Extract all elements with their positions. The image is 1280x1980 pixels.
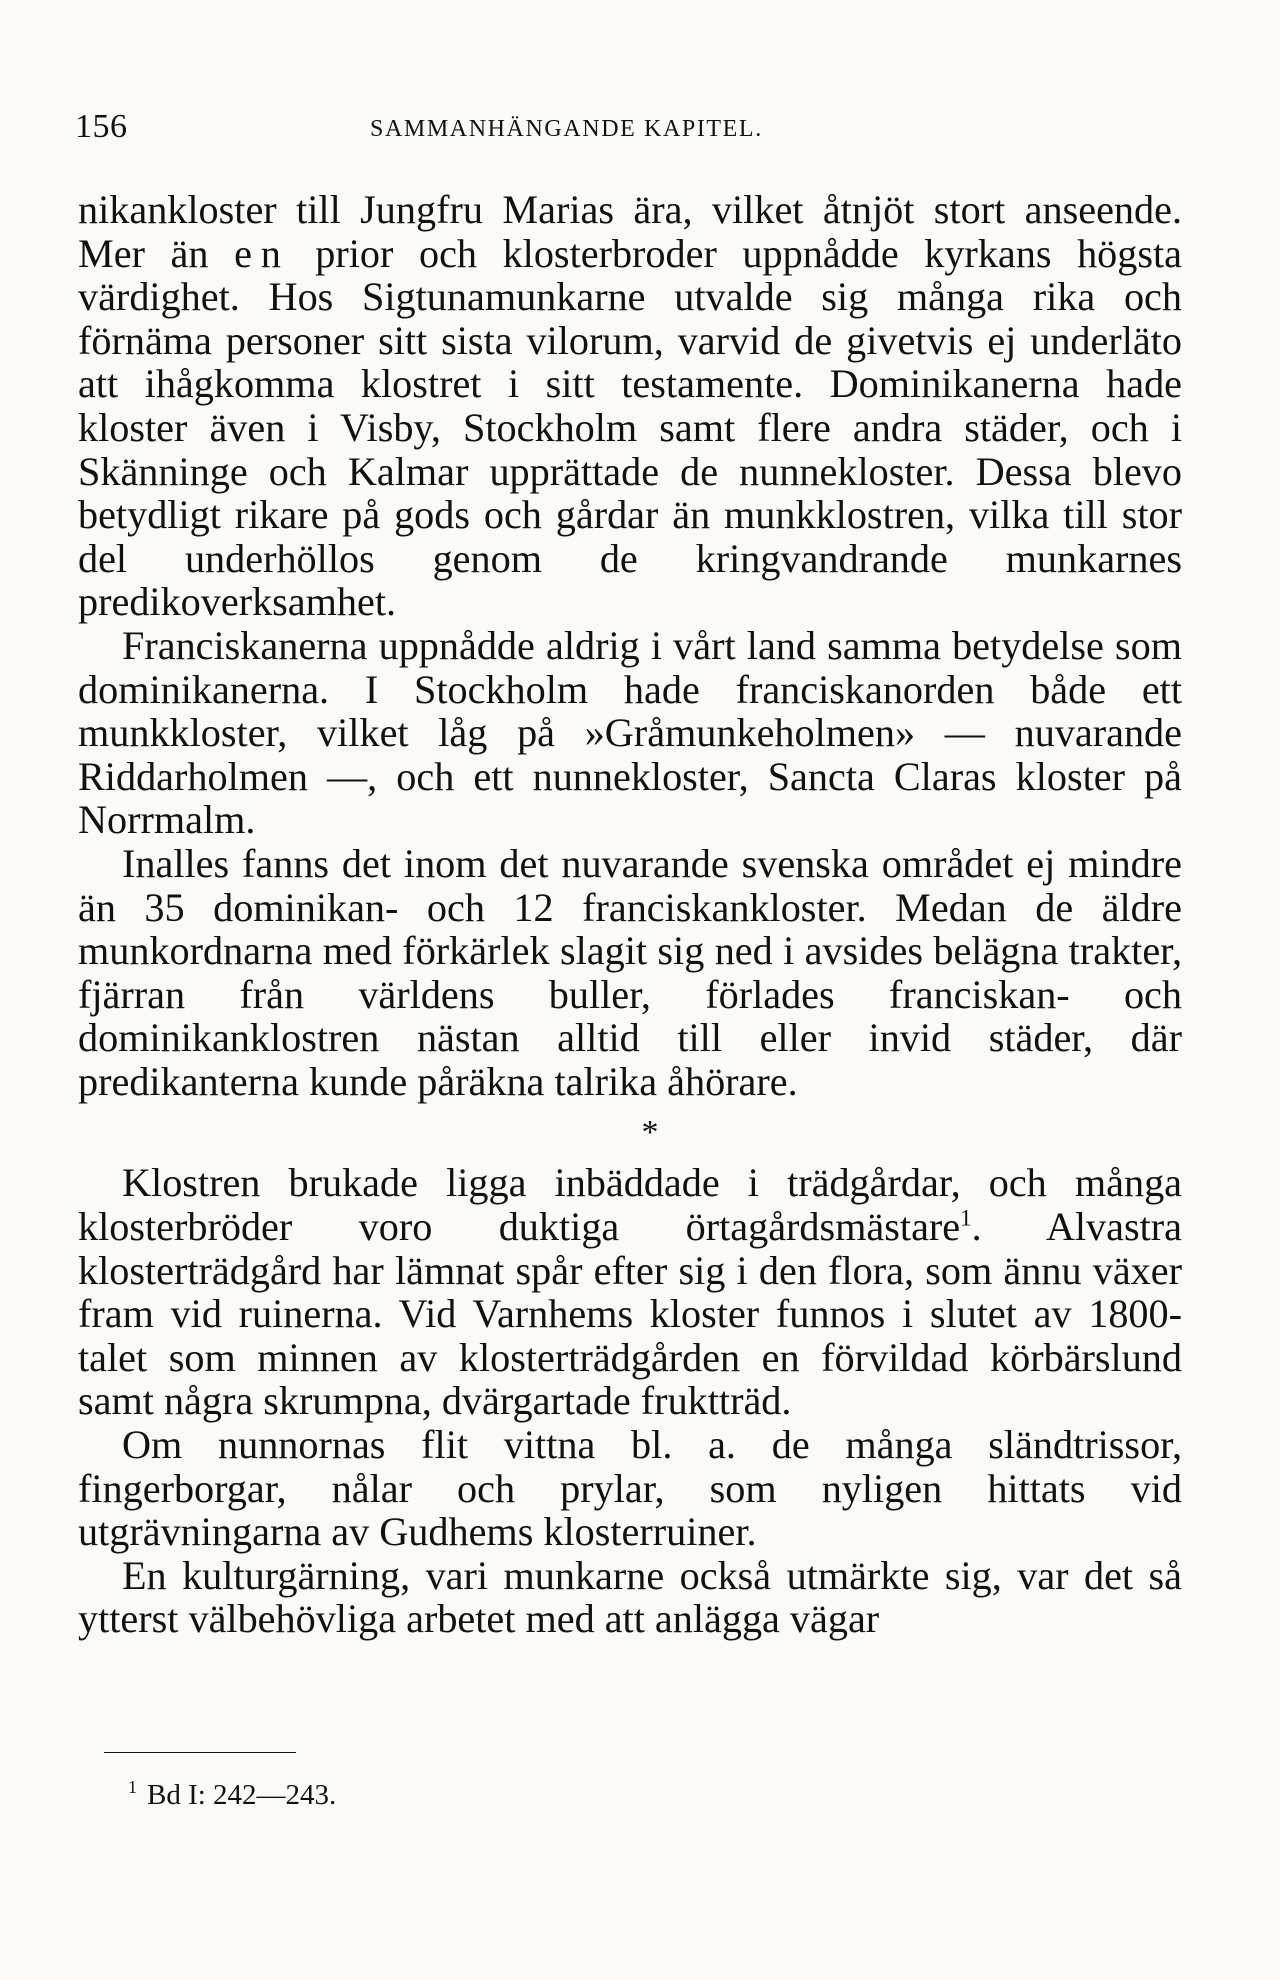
paragraph-1-text-a: nikankloster till Jungfru Marias ära, vilket åtnjöt stort anseende. Mer än (78, 187, 1182, 276)
footnote-text: Bd I: 242—243. (147, 1779, 337, 1811)
body-text (78, 188, 1182, 1641)
paragraph-2: Franciskanerna uppnådde aldrig i vårt land samma betydelse som dominikanerna. I Stockholm hade franciskanorden både ett munkkloster, vilket låg på »Gråmunkeholmen» — nuvarande Riddarholmen —, och ett nunnekloster, Sancta Claras kloster på Norrmalm. (78, 622, 1182, 843)
paragraph-3: Inalles fanns det inom det nuvarande svenska området ej mindre än 35 dominikan- och 12 franciskankloster. Medan de äldre munkordnarna med förkärlek slagit sig ned i avsides belägna trakter, fjärran från världens buller, förlades franciskan- och dominikanklostren nästan alltid till eller invid städer, där predikanterna kunde påräkna talrika åhörare. (78, 840, 1182, 1104)
paragraph-4-text-a: Klostren brukade ligga inbäddade i trädgårdar, och många klosterbröder voro duktiga örtagårdsmästare (78, 1160, 1182, 1250)
page-header (75, 108, 1185, 156)
page-number: 156 (75, 108, 128, 145)
paragraph-1-text-b: prior och klosterbroder uppnådde kyrkans högsta värdighet. Hos Sigtunamunkarne utvalde sig många rika och förnäma personer sitt sista vilorum, varvid de givetvis ej underläto att ihågkomma klostret i sitt testamente. Dominikanerna hade kloster även i Visby, Stockholm samt flere andra städer, och i Skänninge och Kalmar upprättade de nunnekloster. Dessa blevo betydligt rikare på gods och gårdar än munkklostren, vilka till stor del underhöllos genom de kringvandrande munkarnes predikoverksamhet. (78, 230, 1182, 625)
footnote-divider (104, 1752, 296, 1753)
running-head: SAMMANHÄNGANDE KAPITEL. (370, 116, 763, 142)
paragraph-4-text-b: . Alvastra klosterträdgård har lämnat spår efter sig i den flora, som ännu växer fram vid ruinerna. Vid Varnhems kloster funnos i slutet av 1800-talet som minnen av klosterträdgården en förvildad körbärslund samt några skrumpna, dvärgartade fruktträd. (78, 1204, 1182, 1424)
paragraph-5: Om nunnornas flit vittna bl. a. de många sländtrissor, fingerborgar, nålar och prylar, som nyligen hittats vid utgrävningarna av Gudhems klosterruiner. (78, 1422, 1182, 1555)
footnote (128, 1778, 336, 1812)
section-separator: * (641, 1114, 659, 1152)
footnote-mark: 1 (128, 1777, 137, 1798)
footnote-reference: 1 (960, 1205, 972, 1231)
paragraph-6: En kulturgärning, vari munkarne också utmärkte sig, var det så ytterst välbehövliga arbetet med att anlägga vägar (78, 1552, 1182, 1642)
paragraph-4 (78, 1161, 1182, 1423)
emphasized-word: en (234, 230, 290, 276)
paragraph-1 (78, 188, 1182, 624)
